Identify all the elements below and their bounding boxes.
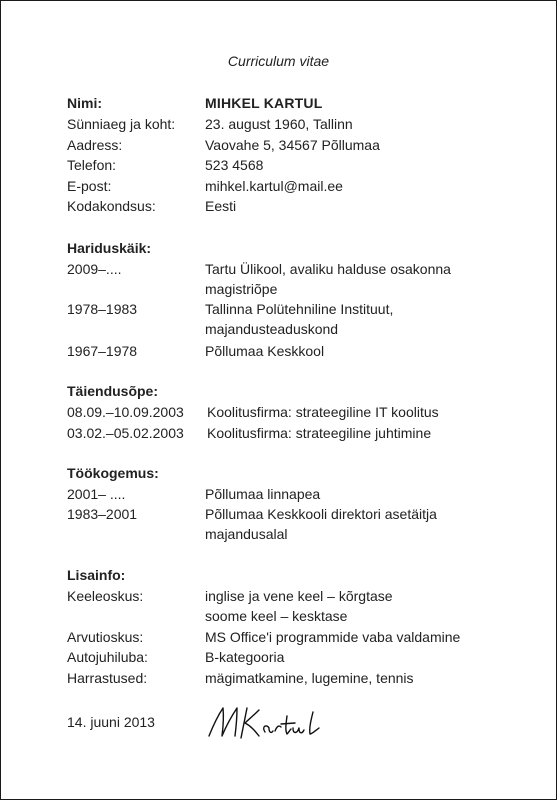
education-detail: magistriõpe: [205, 281, 278, 297]
experience-heading: Töökogemus:: [67, 465, 159, 481]
education-detail: majandusteaduskond: [205, 321, 339, 337]
education-institution: Tallinna Polütehniline Instituut,: [205, 301, 394, 317]
training-period: 08.09.–10.09.2003: [67, 404, 184, 420]
name-value: MIHKEL KARTUL: [205, 95, 323, 111]
computer-value: MS Office'i programmide vaba valdamine: [205, 629, 461, 645]
name-label: Nimi:: [67, 95, 102, 111]
languages-label: Keeleoskus:: [67, 588, 144, 604]
education-heading: Hariduskäik:: [67, 240, 152, 256]
phone-value: 523 4568: [205, 157, 264, 173]
experience-role: Põllumaa Keskkooli direktori asetäitja: [205, 506, 437, 522]
training-period: 03.02.–05.02.2003: [67, 425, 184, 441]
phone-label: Telefon:: [67, 157, 117, 173]
handwritten-signature: [201, 698, 361, 746]
education-period: 1967–1978: [67, 343, 138, 359]
hobbies-label: Harrastused:: [67, 670, 148, 686]
birth-label: Sünniaeg ja koht:: [67, 116, 176, 132]
training-heading: Täiendusõpe:: [67, 383, 159, 399]
training-text: Koolitusfirma: strateegiline IT koolitus: [207, 404, 439, 420]
experience-detail: majandusalal: [205, 526, 288, 542]
document-title: Curriculum vitae: [227, 53, 330, 69]
education-period: 2009–....: [67, 261, 122, 277]
languages-value-2: soome keel – kesktase: [205, 608, 348, 624]
training-text: Koolitusfirma: strateegiline juhtimine: [207, 425, 432, 441]
address-label: Aadress:: [67, 137, 123, 153]
experience-period: 1983–2001: [67, 506, 138, 522]
experience-period: 2001– ....: [67, 486, 126, 502]
birth-value: 23. august 1960, Tallinn: [205, 116, 353, 132]
signing-date: 14. juuni 2013: [67, 714, 155, 730]
email-label: E-post:: [67, 178, 112, 194]
education-institution: Tartu Ülikool, avaliku halduse osakonna: [205, 261, 451, 277]
license-value: B-kategooria: [205, 649, 285, 665]
education-institution: Põllumaa Keskkool: [205, 343, 325, 359]
experience-role: Põllumaa linnapea: [205, 486, 321, 502]
citizenship-label: Kodakondsus:: [67, 198, 156, 214]
extra-heading: Lisainfo:: [67, 567, 126, 583]
address-value: Vaovahe 5, 34567 Põllumaa: [205, 137, 380, 153]
citizenship-value: Eesti: [205, 198, 237, 214]
email-value: mihkel.kartul@mail.ee: [205, 178, 343, 194]
education-period: 1978–1983: [67, 301, 138, 317]
languages-value: inglise ja vene keel – kõrgtase: [205, 588, 393, 604]
license-label: Autojuhiluba:: [67, 649, 148, 665]
computer-label: Arvutioskus:: [67, 629, 144, 645]
hobbies-value: mägimatkamine, lugemine, tennis: [205, 670, 414, 686]
